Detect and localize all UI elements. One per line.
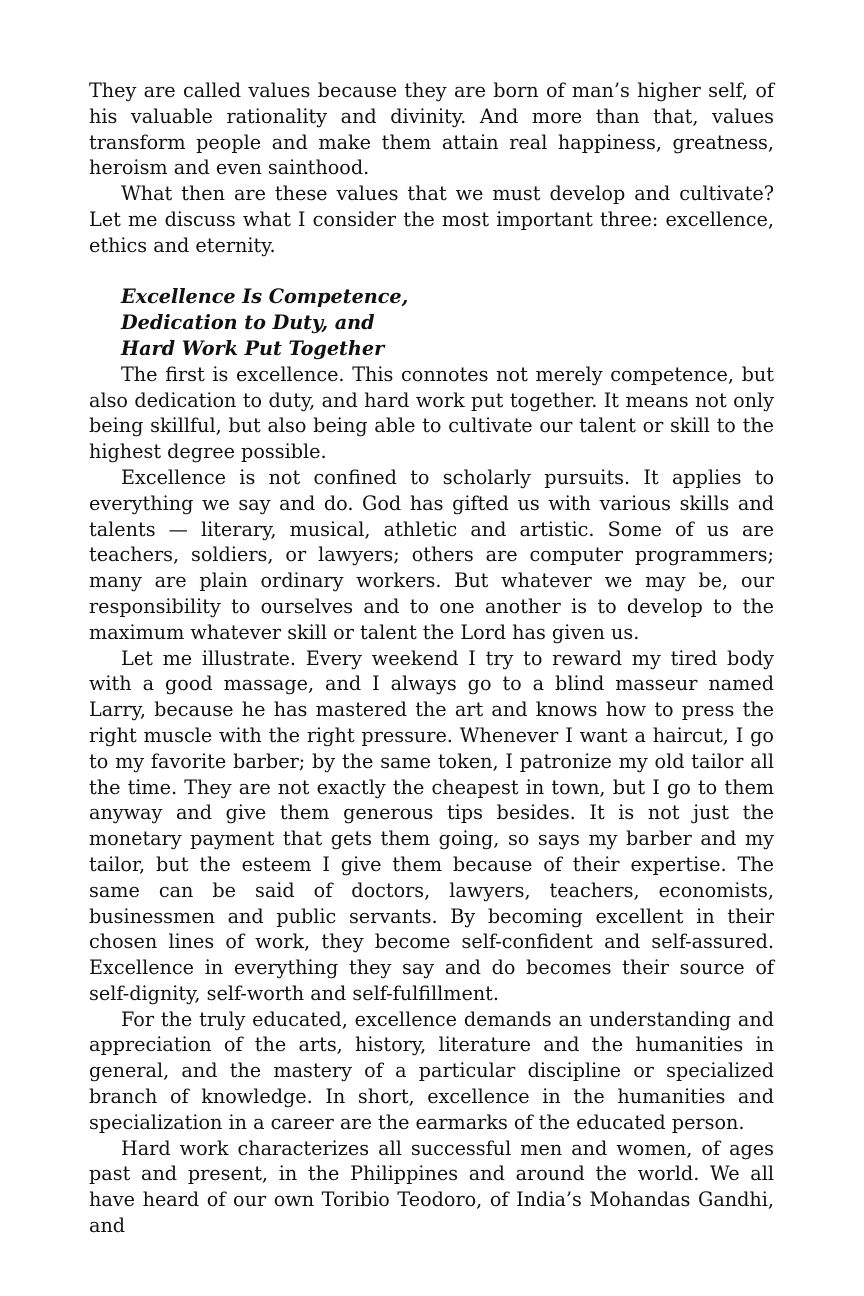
paragraph-values-definition: They are called values because they are born of man’s higher self, of his valuable rationality and divinity. And more than that, values transform people and make them attain real happiness, greatness, heroism and even sainthood. bbox=[89, 79, 774, 180]
section-heading-line-3: Hard Work Put Together bbox=[121, 336, 385, 360]
paragraph-excellence-intro: The first is excellence. This connotes not merely competence, but also dedication to duty, and hard work put together. It means not only being skillful, but also being able to cultivate our talent or skill to the highest degree possible. bbox=[89, 362, 774, 464]
paragraph-excellence-scope: Excellence is not confined to scholarly pursuits. It applies to everything we say and do. God has gifted us with various skills and talents — literary, musical, athletic and artistic. Some of us are teachers, soldiers, or lawyers; others are computer programmers; many are plain ordinary workers. But whatever we may be, our responsibility to ourselves and to one another is to develop to the maximum whatever skill or talent the Lord has given us. bbox=[89, 465, 774, 644]
section-heading bbox=[89, 284, 774, 361]
section-heading-line-2: Dedication to Duty, and bbox=[121, 311, 375, 335]
paragraph-illustration: Let me illustrate. Every weekend I try to reward my tired body with a good massage, and I always go to a blind masseur named Larry, because he has mastered the art and knows how to press the right muscle with the right pressure. Whenever I want a haircut, I go to my favorite barber; by the same token, I patronize my old tailor all the time. They are not exactly the cheapest in town, but I go to them anyway and give them generous tips besides. It is not just the monetary payment that gets them going, so says my barber and my tailor, but the esteem I give them because of their expertise. The same can be said of doctors, lawyers, teachers, economists, businessmen and public servants. By becoming excellent in their chosen lines of work, they become self-confident and self-assured. Excellence in everything they say and do becomes their source of self-dignity, self-worth and self-fulfillment. bbox=[89, 646, 774, 1005]
paragraph-truly-educated: For the truly educated, excellence demands an understanding and appreciation of the arts, history, literature and the humanities in general, and the mastery of a particular discipline or specialized branch of knowledge. In short, excellence in the humanities and specialization in a career are the earmarks of the educated person. bbox=[89, 1007, 774, 1134]
document-page bbox=[89, 78, 774, 1239]
section-heading-line-1: Excellence Is Competence, bbox=[121, 285, 409, 309]
paragraph-hard-work: Hard work characterizes all successful men and women, of ages past and present, in the Philippines and around the world. We all have heard of our own Toribio Teodoro, of India’s Mohandas Gandhi, and bbox=[89, 1136, 774, 1238]
paragraph-values-question: What then are these values that we must develop and cultivate? Let me discuss what I consider the most important three: excellence, ethics and eternity. bbox=[89, 182, 774, 257]
